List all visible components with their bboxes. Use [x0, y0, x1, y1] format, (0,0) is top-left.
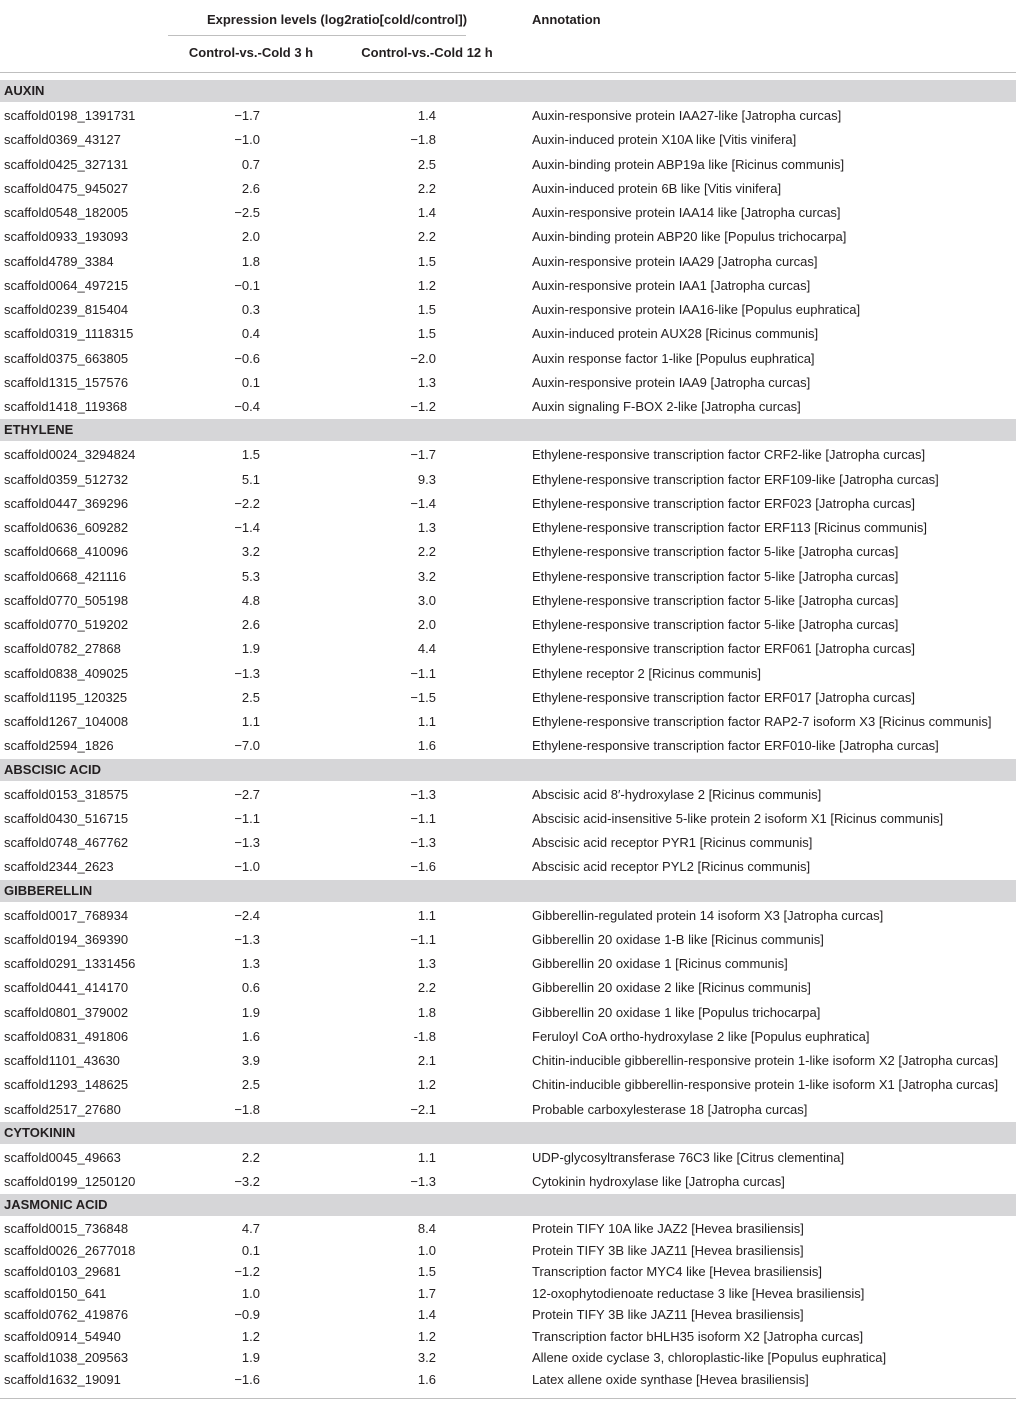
gene-id-cell: scaffold0838_409025	[4, 665, 129, 681]
annotation-cell: Ethylene-responsive transcription factor 5-like [Jatropha curcas]	[532, 544, 899, 560]
cold-12h-value: −1.3	[410, 1174, 436, 1189]
annotation-cell: Ethylene-responsive transcription factor ERF023 [Jatropha curcas]	[532, 495, 915, 511]
cold-3h-value: 1.2	[241, 1328, 260, 1344]
gene-id-cell: scaffold0198_1391731	[4, 108, 136, 123]
annotation-cell: Abscisic acid receptor PYR1 [Ricinus communis]	[532, 835, 813, 850]
gene-id-cell: scaffold0291_1331456	[4, 956, 136, 971]
cold-3h-value: 2.5	[241, 689, 260, 705]
gene-id-cell: scaffold0359_512732	[4, 471, 129, 487]
table-row	[0, 1146, 1016, 1170]
cold-12h-value: 1.2	[417, 1328, 436, 1344]
gene-id-cell: scaffold0239_815404	[4, 302, 129, 317]
table-row	[0, 443, 1016, 467]
cold-3h-value: 1.8	[241, 253, 260, 269]
cold-3h-value: 1.1	[241, 714, 260, 729]
cold-12h-value: 2.1	[417, 1053, 436, 1068]
gene-id-cell: scaffold0636_609282	[4, 520, 129, 535]
cold-3h-value: 2.0	[241, 229, 260, 245]
cold-3h-value: −0.6	[234, 350, 260, 366]
cold-12h-value: 1.3	[417, 374, 436, 390]
annotation-cell: Auxin-responsive protein IAA29 [Jatropha curcas]	[532, 253, 818, 269]
gene-id-cell: scaffold0017_768934	[4, 907, 129, 923]
gene-id-cell: scaffold0801_379002	[4, 1004, 129, 1020]
cold-12h-value: −2.1	[410, 1101, 436, 1117]
annotation-cell: Protein TIFY 10A like JAZ2 [Hevea brasiliensis]	[532, 1221, 804, 1237]
table-row	[0, 976, 1016, 1000]
gene-id-cell: scaffold0319_1118315	[4, 326, 134, 342]
gene-id-cell: scaffold0369_43127	[4, 132, 121, 148]
table-row	[0, 1049, 1016, 1073]
gene-id-cell: scaffold1195_120325	[4, 689, 128, 705]
table-row	[0, 1347, 1016, 1369]
cold-12h-value: 8.4	[417, 1221, 436, 1237]
gene-id-cell: scaffold2594_1826	[4, 738, 114, 754]
section-header: JASMONIC ACID	[0, 1194, 1016, 1216]
cold-3h-value: −1.7	[234, 108, 260, 123]
annotation-cell: Auxin-responsive protein IAA9 [Jatropha curcas]	[532, 374, 811, 390]
gene-id-cell: scaffold0475_945027	[4, 180, 129, 196]
cold-12h-value: 2.2	[417, 180, 436, 196]
gene-id-cell: scaffold0430_516715	[4, 810, 129, 826]
cold-3h-value: −1.3	[234, 835, 260, 850]
gene-id-cell: scaffold0045_49663	[4, 1149, 121, 1165]
cold-12h-value: −2.0	[410, 350, 436, 366]
cold-3h-value: 1.9	[241, 1004, 260, 1020]
table-row	[0, 734, 1016, 758]
cold-3h-value: −2.7	[234, 786, 260, 802]
annotation-cell: Auxin-induced protein X10A like [Vitis vinifera]	[532, 132, 797, 148]
table-row	[0, 371, 1016, 395]
cold-3h-value: 4.7	[241, 1221, 260, 1237]
table-row	[0, 1098, 1016, 1122]
table-row	[0, 177, 1016, 201]
gene-id-cell: scaffold1038_209563	[4, 1350, 129, 1366]
annotation-cell: Ethylene-responsive transcription factor ERF017 [Jatropha curcas]	[532, 689, 915, 705]
cold-3h-value: −2.4	[234, 907, 260, 923]
annotation-cell: Chitin-inducible gibberellin-responsive protein 1-like isoform X1 [Jatropha curcas]	[532, 1077, 999, 1093]
cold-12h-value: 2.5	[417, 156, 436, 172]
table-row	[0, 904, 1016, 928]
gene-id-cell: scaffold0668_421116	[4, 568, 127, 584]
table-row	[0, 686, 1016, 710]
annotation-cell: Transcription factor bHLH35 isoform X2 [Jatropha curcas]	[532, 1328, 864, 1344]
cold-3h-value: 0.3	[241, 302, 260, 317]
cold-3h-value: 1.6	[241, 1028, 260, 1044]
cold-12h-value: 1.2	[417, 277, 436, 293]
cold-12h-value: 1.4	[417, 108, 436, 123]
annotation-cell: Ethylene-responsive transcription factor RAP2-7 isoform X3 [Ricinus communis]	[532, 714, 992, 729]
cold-3h-value: −1.0	[234, 132, 260, 148]
table-row	[0, 1369, 1016, 1391]
table-bottom-rule	[0, 1398, 1016, 1399]
table-row	[0, 250, 1016, 274]
annotation-cell: Auxin-binding protein ABP19a like [Ricinus communis]	[532, 156, 845, 172]
cold-12h-value: 1.5	[417, 1264, 436, 1280]
annotation-cell: Abscisic acid receptor PYL2 [Ricinus communis]	[532, 859, 811, 875]
annotation-cell: Auxin-binding protein ABP20 like [Populus trichocarpa]	[532, 229, 847, 245]
annotation-cell: Ethylene-responsive transcription factor ERF109-like [Jatropha curcas]	[532, 471, 939, 487]
table-row	[0, 1283, 1016, 1305]
table-row	[0, 637, 1016, 661]
header-bottom-rule	[0, 72, 1016, 73]
section-header: GIBBERELLIN	[0, 880, 1016, 902]
cold-3h-value: −0.4	[234, 399, 260, 414]
gene-id-cell: scaffold2344_2623	[4, 859, 114, 875]
cold-3h-value: 1.3	[241, 956, 260, 971]
table-row	[0, 831, 1016, 855]
annotation-cell: Ethylene receptor 2 [Ricinus communis]	[532, 665, 762, 681]
gene-id-cell: scaffold1632_19091	[4, 1371, 121, 1387]
cold-12h-value: −1.8	[410, 132, 436, 148]
gene-id-cell: scaffold1418_119368	[4, 399, 128, 414]
gene-id-cell: scaffold0782_27868	[4, 641, 121, 657]
cold-3h-value: −1.6	[234, 1371, 260, 1387]
table-row	[0, 783, 1016, 807]
cold-3h-value: −1.8	[234, 1101, 260, 1117]
table-row	[0, 1001, 1016, 1025]
table-row	[0, 468, 1016, 492]
cold-3h-value: 2.6	[241, 180, 260, 196]
table-row	[0, 347, 1016, 371]
gene-id-cell: scaffold0447_369296	[4, 495, 129, 511]
cold-12h-value: 2.2	[417, 544, 436, 560]
annotation-cell: Auxin response factor 1-like [Populus euphratica]	[532, 350, 815, 366]
gene-id-cell: scaffold0831_491806	[4, 1028, 129, 1044]
cold-12h-value: −1.1	[410, 931, 436, 947]
annotation-cell: Auxin-induced protein 6B like [Vitis vinifera]	[532, 180, 782, 196]
cold-12h-value: -1.8	[413, 1028, 436, 1044]
table-row	[0, 540, 1016, 564]
cold-12h-value: 1.2	[417, 1077, 436, 1093]
gene-id-cell: scaffold4789_3384	[4, 253, 114, 269]
gene-id-cell: scaffold0933_193093	[4, 229, 129, 245]
table-row	[0, 104, 1016, 128]
column-header-cold-3h: Control-vs.-Cold 3 h	[188, 45, 314, 60]
table-row	[0, 1025, 1016, 1049]
cold-3h-value: 5.3	[241, 568, 260, 584]
table-row	[0, 274, 1016, 298]
annotation-cell: Gibberellin 20 oxidase 2 like [Ricinus communis]	[532, 980, 811, 996]
cold-12h-value: 1.5	[417, 253, 436, 269]
gene-id-cell: scaffold0748_467762	[4, 835, 129, 850]
annotation-cell: Allene oxide cyclase 3, chloroplastic-like [Populus euphratica]	[532, 1350, 887, 1366]
annotation-cell: Auxin-responsive protein IAA14 like [Jatropha curcas]	[532, 205, 841, 220]
cold-12h-value: 3.2	[417, 1350, 436, 1366]
gene-id-cell: scaffold0425_327131	[4, 156, 129, 172]
table-row	[0, 1261, 1016, 1283]
cold-12h-value: −1.5	[410, 689, 436, 705]
gene-id-cell: scaffold0375_663805	[4, 350, 129, 366]
cold-12h-value: 1.1	[417, 714, 436, 729]
cold-3h-value: 0.1	[241, 1242, 260, 1258]
gene-id-cell: scaffold0153_318575	[4, 786, 129, 802]
cold-12h-value: 1.4	[417, 1307, 436, 1323]
section-header: CYTOKININ	[0, 1122, 1016, 1144]
cold-12h-value: 9.3	[417, 471, 436, 487]
cold-12h-value: 1.5	[417, 326, 436, 342]
annotation-cell: Auxin-responsive protein IAA27-like [Jatropha curcas]	[532, 108, 842, 123]
table-row	[0, 710, 1016, 734]
annotation-cell: Abscisic acid-insensitive 5-like protein 2 isoform X1 [Ricinus communis]	[532, 810, 944, 826]
gene-id-cell: scaffold1315_157576	[4, 374, 129, 390]
gene-id-cell: scaffold1267_104008	[4, 714, 129, 729]
cold-3h-value: −1.0	[234, 859, 260, 875]
cold-3h-value: 0.6	[241, 980, 260, 996]
gene-id-cell: scaffold0024_3294824	[4, 447, 136, 463]
annotation-cell: Ethylene-responsive transcription factor CRF2-like [Jatropha curcas]	[532, 447, 926, 463]
cold-3h-value: 5.1	[241, 471, 260, 487]
table-row	[0, 1170, 1016, 1194]
gene-id-cell: scaffold2517_27680	[4, 1101, 121, 1117]
cold-3h-value: −3.2	[234, 1174, 260, 1189]
table-row	[0, 201, 1016, 225]
cold-3h-value: 0.7	[241, 156, 260, 172]
annotation-cell: Auxin-responsive protein IAA16-like [Populus euphratica]	[532, 302, 861, 317]
annotation-cell: 12-oxophytodienoate reductase 3 like [Hevea brasiliensis]	[532, 1285, 865, 1301]
cold-12h-value: −1.3	[410, 835, 436, 850]
annotation-cell: Protein TIFY 3B like JAZ11 [Hevea brasiliensis]	[532, 1242, 804, 1258]
gene-id-cell: scaffold0914_54940	[4, 1328, 121, 1344]
cold-3h-value: 4.8	[241, 592, 260, 608]
annotation-cell: Gibberellin 20 oxidase 1 [Ricinus communis]	[532, 956, 788, 971]
cold-3h-value: 1.9	[241, 1350, 260, 1366]
cold-3h-value: 0.4	[241, 326, 260, 342]
table-row	[0, 589, 1016, 613]
cold-12h-value: −1.1	[410, 810, 436, 826]
table-row	[0, 1304, 1016, 1326]
cold-12h-value: 3.2	[417, 568, 436, 584]
cold-12h-value: −1.7	[410, 447, 436, 463]
cold-3h-value: −2.5	[234, 205, 260, 220]
column-header-cold-12h: Control-vs.-Cold 12 h	[361, 45, 493, 60]
table-row	[0, 1218, 1016, 1240]
gene-id-cell: scaffold0770_519202	[4, 617, 129, 632]
annotation-cell: Abscisic acid 8′-hydroxylase 2 [Ricinus communis]	[532, 786, 822, 802]
table-row	[0, 952, 1016, 976]
table-row	[0, 153, 1016, 177]
gene-id-cell: scaffold0199_1250120	[4, 1174, 136, 1189]
table-row	[0, 613, 1016, 637]
cold-12h-value: 4.4	[417, 641, 436, 657]
table-row	[0, 395, 1016, 419]
table-row	[0, 1240, 1016, 1262]
cold-3h-value: 3.9	[241, 1053, 260, 1068]
table-row	[0, 1326, 1016, 1348]
gene-id-cell: scaffold0762_419876	[4, 1307, 129, 1323]
annotation-cell: Cytokinin hydroxylase like [Jatropha curcas]	[532, 1174, 785, 1189]
cold-3h-value: −1.1	[234, 810, 260, 826]
annotation-cell: Ethylene-responsive transcription factor 5-like [Jatropha curcas]	[532, 568, 899, 584]
annotation-cell: Protein TIFY 3B like JAZ11 [Hevea brasiliensis]	[532, 1307, 804, 1323]
gene-id-cell: scaffold0668_410096	[4, 544, 129, 560]
cold-3h-value: −1.4	[234, 520, 260, 535]
table-row	[0, 128, 1016, 152]
table-row	[0, 565, 1016, 589]
gene-id-cell: scaffold0194_369390	[4, 931, 129, 947]
cold-12h-value: 1.6	[417, 1371, 436, 1387]
cold-12h-value: −1.2	[410, 399, 436, 414]
gene-id-cell: scaffold0770_505198	[4, 592, 129, 608]
table-row	[0, 1073, 1016, 1097]
table-row	[0, 807, 1016, 831]
section-header: ABSCISIC ACID	[0, 759, 1016, 781]
cold-12h-value: 1.8	[417, 1004, 436, 1020]
section-header: ETHYLENE	[0, 419, 1016, 441]
table-row	[0, 516, 1016, 540]
table-row	[0, 298, 1016, 322]
cold-3h-value: 1.9	[241, 641, 260, 657]
table-row	[0, 662, 1016, 686]
cold-3h-value: 1.0	[241, 1285, 260, 1301]
annotation-cell: Auxin signaling F-BOX 2-like [Jatropha curcas]	[532, 399, 801, 414]
cold-3h-value: −1.3	[234, 665, 260, 681]
table-row	[0, 928, 1016, 952]
cold-12h-value: 1.1	[417, 907, 436, 923]
gene-id-cell: scaffold0103_29681	[4, 1264, 121, 1280]
table-row	[0, 855, 1016, 879]
gene-id-cell: scaffold0548_182005	[4, 205, 129, 220]
cold-12h-value: 1.6	[417, 738, 436, 754]
cold-12h-value: 1.5	[417, 302, 436, 317]
annotation-cell: Feruloyl CoA ortho-hydroxylase 2 like [Populus euphratica]	[532, 1028, 870, 1044]
gene-id-cell: scaffold0064_497215	[4, 277, 129, 293]
cold-3h-value: 0.1	[241, 374, 260, 390]
cold-3h-value: −7.0	[234, 738, 260, 754]
gene-id-cell: scaffold1101_43630	[4, 1053, 120, 1068]
header-group-rule	[168, 35, 466, 36]
annotation-cell: Latex allene oxide synthase [Hevea brasiliensis]	[532, 1371, 809, 1387]
cold-12h-value: −1.4	[410, 495, 436, 511]
cold-12h-value: 2.2	[417, 980, 436, 996]
table-row	[0, 492, 1016, 516]
cold-3h-value: −0.9	[234, 1307, 260, 1323]
annotation-cell: Transcription factor MYC4 like [Hevea brasiliensis]	[532, 1264, 822, 1280]
annotation-cell: Ethylene-responsive transcription factor 5-like [Jatropha curcas]	[532, 617, 899, 632]
annotation-cell: Ethylene-responsive transcription factor ERF061 [Jatropha curcas]	[532, 641, 915, 657]
annotation-cell: Gibberellin-regulated protein 14 isoform X3 [Jatropha curcas]	[532, 907, 884, 923]
table-row	[0, 322, 1016, 346]
gene-id-cell: scaffold0015_736848	[4, 1221, 129, 1237]
cold-12h-value: 2.2	[417, 229, 436, 245]
cold-12h-value: −1.3	[410, 786, 436, 802]
annotation-cell: Gibberellin 20 oxidase 1-B like [Ricinus communis]	[532, 931, 824, 947]
cold-3h-value: 3.2	[241, 544, 260, 560]
annotation-cell: Probable carboxylesterase 18 [Jatropha curcas]	[532, 1101, 808, 1117]
cold-12h-value: 1.1	[417, 1149, 436, 1165]
section-header: AUXIN	[0, 80, 1016, 102]
expression-levels-header: Expression levels (log2ratio[cold/control])	[206, 12, 468, 27]
cold-3h-value: −2.2	[234, 495, 260, 511]
annotation-cell: Gibberellin 20 oxidase 1 like [Populus trichocarpa]	[532, 1004, 821, 1020]
annotation-cell: Ethylene-responsive transcription factor ERF113 [Ricinus communis]	[532, 520, 927, 535]
cold-12h-value: −1.1	[410, 665, 436, 681]
cold-12h-value: 1.7	[417, 1285, 436, 1301]
cold-3h-value: 2.2	[241, 1149, 260, 1165]
cold-12h-value: 1.0	[417, 1242, 436, 1258]
cold-3h-value: −1.3	[234, 931, 260, 947]
gene-id-cell: scaffold0150_641	[4, 1285, 107, 1301]
cold-12h-value: 3.0	[417, 592, 436, 608]
cold-12h-value: −1.6	[410, 859, 436, 875]
cold-12h-value: 2.0	[417, 617, 436, 632]
cold-12h-value: 1.3	[417, 520, 436, 535]
annotation-cell: Auxin-responsive protein IAA1 [Jatropha curcas]	[532, 277, 811, 293]
cold-12h-value: 1.4	[417, 205, 436, 220]
gene-id-cell: scaffold1293_148625	[4, 1077, 129, 1093]
cold-3h-value: 2.6	[241, 617, 260, 632]
annotation-cell: UDP-glycosyltransferase 76C3 like [Citrus clementina]	[532, 1149, 845, 1165]
annotation-cell: Ethylene-responsive transcription factor 5-like [Jatropha curcas]	[532, 592, 899, 608]
cold-3h-value: −1.2	[234, 1264, 260, 1280]
table-body	[0, 80, 1016, 1390]
cold-3h-value: −0.1	[234, 277, 260, 293]
gene-id-cell: scaffold0441_414170	[4, 980, 129, 996]
cold-12h-value: 1.3	[417, 956, 436, 971]
annotation-cell: Auxin-induced protein AUX28 [Ricinus communis]	[532, 326, 819, 342]
cold-3h-value: 1.5	[241, 447, 260, 463]
table-row	[0, 225, 1016, 249]
annotation-cell: Ethylene-responsive transcription factor ERF010-like [Jatropha curcas]	[532, 738, 939, 754]
gene-id-cell: scaffold0026_2677018	[4, 1242, 136, 1258]
annotation-header: Annotation	[532, 12, 601, 27]
annotation-cell: Chitin-inducible gibberellin-responsive protein 1-like isoform X2 [Jatropha curcas]	[532, 1053, 999, 1068]
cold-3h-value: 2.5	[241, 1077, 260, 1093]
